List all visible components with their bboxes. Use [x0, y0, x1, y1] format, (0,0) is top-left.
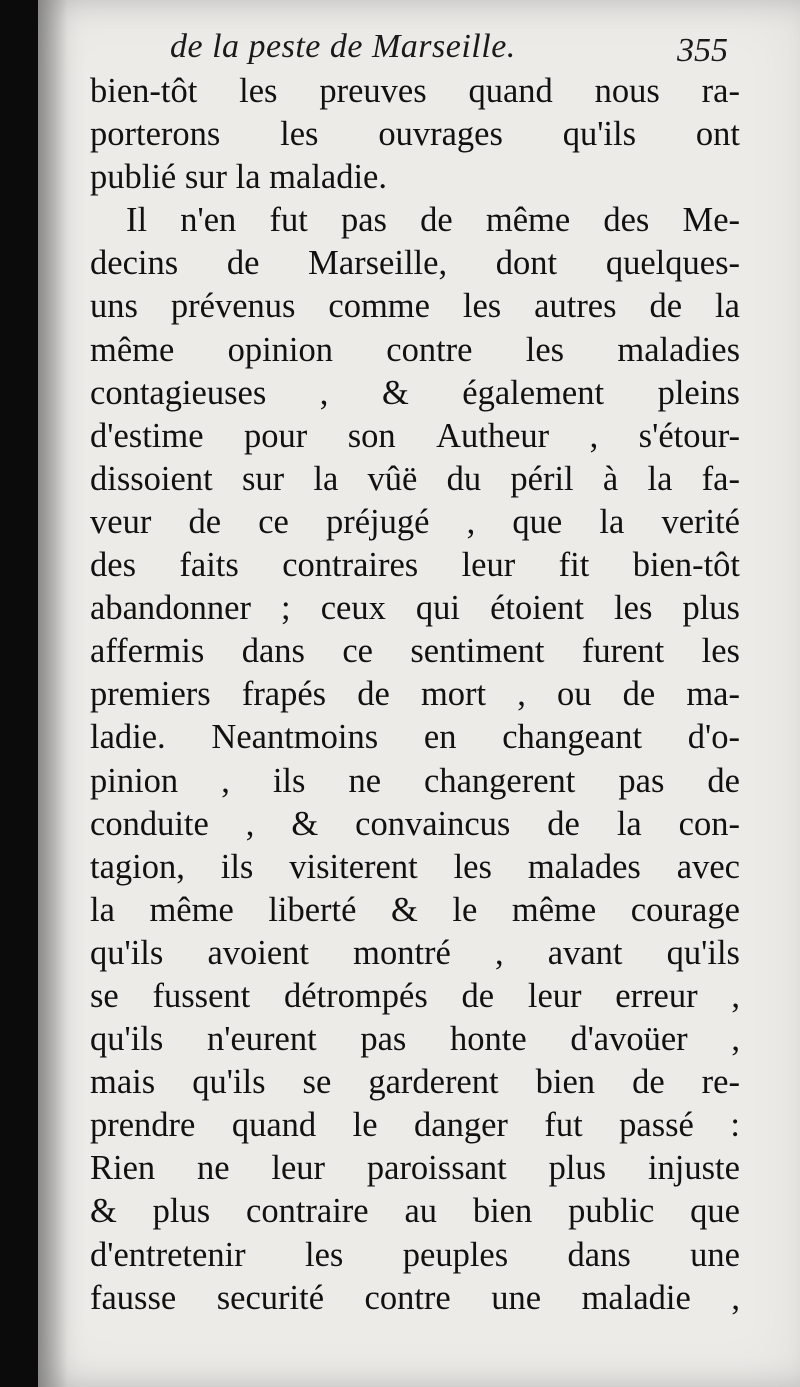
- word: avant: [547, 933, 623, 972]
- word: de: [547, 804, 580, 843]
- word: bien-tôt: [632, 546, 740, 585]
- word: même: [511, 890, 597, 929]
- word: des: [603, 201, 650, 240]
- word: les: [525, 330, 565, 369]
- word: contagieuses: [90, 373, 267, 412]
- word: leur: [271, 1149, 326, 1188]
- text-line: [90, 70, 740, 113]
- word: ,: [589, 416, 599, 455]
- word: pas: [360, 1020, 407, 1059]
- body-text: [90, 70, 740, 1320]
- word: autres: [534, 287, 617, 326]
- word: préjugé: [326, 502, 430, 541]
- word: la: [90, 890, 115, 929]
- word: ,: [319, 373, 329, 412]
- word: dissoient: [90, 459, 213, 498]
- word: une: [690, 1235, 740, 1274]
- word: Marseille,: [308, 244, 448, 283]
- word: quand: [231, 1106, 317, 1145]
- word: de: [420, 201, 453, 240]
- word: fussent: [152, 976, 251, 1015]
- word: ce: [342, 632, 373, 671]
- text-line: publié sur la maladie.: [90, 158, 387, 197]
- word: qui: [415, 589, 460, 628]
- word: maladie: [581, 1278, 691, 1317]
- word: ont: [695, 115, 740, 154]
- word: le: [352, 1106, 378, 1145]
- word: contre: [386, 330, 473, 369]
- word: à: [602, 459, 619, 498]
- word: frapés: [241, 675, 327, 714]
- word: fit: [558, 546, 590, 585]
- word: changeant: [502, 718, 643, 757]
- word: ma-: [686, 675, 740, 714]
- word: montré: [353, 933, 451, 972]
- word: &: [391, 890, 418, 929]
- word: la: [616, 804, 642, 843]
- word: se: [90, 976, 119, 1015]
- word: de: [357, 675, 390, 714]
- word: re-: [701, 1063, 740, 1102]
- word: dont: [495, 244, 558, 283]
- word: ils: [272, 761, 306, 800]
- word: pas: [618, 761, 665, 800]
- word: ce: [258, 502, 289, 541]
- word: détrompés: [284, 976, 428, 1015]
- text-line: [90, 329, 740, 372]
- text-line: [90, 1234, 740, 1277]
- word: fausse: [90, 1278, 177, 1317]
- word: une: [491, 1278, 542, 1317]
- word: son: [347, 416, 396, 455]
- text-line: [90, 932, 740, 975]
- word: visiterent: [289, 847, 418, 886]
- text-line: [90, 372, 740, 415]
- word: d'entretenir: [90, 1235, 246, 1274]
- word: même: [485, 201, 571, 240]
- word: peuples: [402, 1235, 509, 1274]
- word: injuste: [647, 1149, 740, 1188]
- word: ladie.: [90, 718, 166, 757]
- word: tagion,: [90, 847, 185, 886]
- word: les: [614, 589, 653, 628]
- paragraph-start-line: [90, 199, 740, 242]
- word: plus: [548, 1149, 607, 1188]
- text-line: [90, 1018, 740, 1061]
- word: mais: [90, 1063, 156, 1102]
- word: ils: [220, 847, 254, 886]
- running-head: de la peste de Marseille.: [170, 28, 516, 65]
- word: qu'ils: [90, 933, 164, 972]
- text-line: [90, 1147, 740, 1190]
- word: de: [649, 287, 683, 326]
- word: d'o-: [687, 718, 740, 757]
- text-line: [90, 458, 740, 501]
- word: qu'ils: [562, 115, 637, 154]
- word: les: [701, 632, 740, 671]
- word: également: [462, 373, 605, 412]
- word: ,: [731, 976, 740, 1015]
- text-line: [90, 630, 740, 673]
- word: de: [188, 502, 222, 541]
- word: pleins: [657, 373, 740, 412]
- word: ,: [731, 1020, 740, 1059]
- page-number: 355: [677, 32, 728, 69]
- word: ;: [281, 589, 291, 628]
- word: dans: [241, 632, 305, 671]
- word: se: [302, 1063, 332, 1102]
- word: pour: [243, 416, 308, 455]
- word: les: [305, 1235, 344, 1274]
- word: même: [90, 330, 175, 369]
- word: du: [446, 459, 482, 498]
- word: &: [291, 804, 319, 843]
- text-line: [90, 975, 740, 1018]
- word: liberté: [268, 890, 357, 929]
- text-line: [90, 889, 740, 932]
- word: ,: [731, 1278, 740, 1317]
- word: Neantmoins: [211, 718, 379, 757]
- word: bien: [535, 1063, 596, 1102]
- text-line: [90, 716, 740, 759]
- word: ne: [197, 1149, 230, 1188]
- text-line: [90, 544, 740, 587]
- word: ,: [517, 675, 526, 714]
- word: ouvrages: [378, 115, 503, 154]
- word: premiers: [90, 675, 211, 714]
- word: honte: [450, 1020, 527, 1059]
- word: pas: [340, 201, 387, 240]
- word: sentiment: [410, 632, 545, 671]
- word: comme: [328, 287, 430, 326]
- word: ,: [495, 933, 504, 972]
- word: s'étour-: [638, 416, 740, 455]
- word: qu'ils: [666, 933, 740, 972]
- word: des: [90, 546, 136, 585]
- word: leur: [527, 976, 582, 1015]
- word: étoient: [490, 589, 584, 628]
- word: quelques-: [605, 244, 740, 283]
- word: :: [730, 1106, 740, 1145]
- word: de: [632, 1063, 665, 1102]
- text-line: [90, 1104, 740, 1147]
- book-page: [38, 0, 800, 1387]
- text-line: [90, 501, 740, 544]
- text-line: [90, 760, 740, 803]
- text-line: [90, 415, 740, 458]
- word: malades: [527, 847, 641, 886]
- text-line: [90, 587, 740, 630]
- word: maladies: [617, 330, 740, 369]
- word: la: [647, 459, 673, 498]
- word: la: [313, 459, 339, 498]
- word: de: [707, 761, 740, 800]
- word: fut: [269, 201, 308, 240]
- word: dans: [567, 1235, 631, 1274]
- word: prendre: [90, 1106, 196, 1145]
- word: decins: [90, 244, 179, 283]
- word: ou: [556, 675, 592, 714]
- word: vûë: [367, 459, 418, 498]
- word: contre: [364, 1278, 451, 1317]
- word: en: [423, 718, 457, 757]
- spine-shadow: [38, 0, 68, 1387]
- word: contraires: [282, 546, 419, 585]
- word: &: [90, 1192, 117, 1231]
- word: furent: [581, 632, 665, 671]
- word: conduite: [90, 804, 209, 843]
- word: quand: [468, 72, 553, 110]
- text-line: [90, 803, 740, 846]
- word: avoient: [207, 933, 309, 972]
- word: public: [568, 1192, 655, 1231]
- word: ra-: [701, 72, 740, 110]
- word: ,: [245, 804, 255, 843]
- word: danger: [414, 1106, 508, 1145]
- word: opinion: [227, 330, 333, 369]
- word: passé: [619, 1106, 694, 1145]
- word: plus: [682, 589, 740, 628]
- text-line: [90, 1061, 740, 1104]
- word: sur: [241, 459, 285, 498]
- word: Rien: [90, 1149, 156, 1188]
- word: même: [149, 890, 234, 929]
- word: plus: [152, 1192, 211, 1231]
- word: veur: [90, 502, 152, 541]
- word: preuves: [319, 72, 427, 110]
- word: con-: [678, 804, 740, 843]
- word: &: [381, 373, 409, 412]
- word: la: [599, 502, 625, 541]
- text-line: [90, 673, 740, 716]
- word: de: [226, 244, 260, 283]
- word: n'eurent: [206, 1020, 317, 1059]
- text-line: [90, 1190, 740, 1233]
- word: d'estime: [90, 416, 204, 455]
- word: ,: [221, 761, 230, 800]
- word: d'avoüer: [570, 1020, 688, 1059]
- word: les: [280, 115, 319, 154]
- word: fa-: [701, 459, 740, 498]
- word: porterons: [90, 115, 221, 154]
- word: nous: [594, 72, 660, 110]
- word: n'en: [180, 201, 237, 240]
- word: convaincus: [355, 804, 511, 843]
- word: que: [690, 1192, 740, 1231]
- text-line: [90, 1277, 740, 1320]
- word: securité: [216, 1278, 325, 1317]
- word: les: [239, 72, 278, 110]
- word: erreur: [615, 976, 698, 1015]
- word: abandonner: [90, 589, 251, 628]
- word: leur: [461, 546, 516, 585]
- word: mort: [420, 675, 487, 714]
- text-line: [90, 846, 740, 889]
- word: que: [512, 502, 563, 541]
- word: fut: [544, 1106, 583, 1145]
- word: les: [462, 287, 502, 326]
- word: uns: [90, 287, 138, 326]
- word: bien-tôt: [90, 72, 198, 110]
- word: pinion: [90, 761, 179, 800]
- word: ceux: [320, 589, 386, 628]
- word: ,: [466, 502, 476, 541]
- word: qu'ils: [90, 1020, 164, 1059]
- word: Il: [126, 201, 148, 240]
- word: contraire: [246, 1192, 369, 1231]
- word: de: [622, 675, 656, 714]
- word: péril: [510, 459, 574, 498]
- word: affermis: [90, 632, 205, 671]
- word: verité: [661, 502, 740, 541]
- word: qu'ils: [192, 1063, 266, 1102]
- word: garderent: [368, 1063, 499, 1102]
- word: la: [715, 287, 740, 326]
- word: changerent: [424, 761, 576, 800]
- word: le: [452, 890, 478, 929]
- word: ne: [348, 761, 382, 800]
- word: bien: [472, 1192, 533, 1231]
- word: paroissant: [366, 1149, 507, 1188]
- word: prévenus: [170, 287, 296, 326]
- text-line: [90, 285, 740, 328]
- word: courage: [630, 890, 740, 929]
- word: au: [404, 1192, 438, 1231]
- word: de: [461, 976, 495, 1015]
- text-line: [90, 113, 740, 156]
- word: faits: [179, 546, 239, 585]
- word: Autheur: [436, 416, 550, 455]
- word: avec: [676, 847, 740, 886]
- word: Me-: [682, 201, 740, 240]
- word: les: [453, 847, 492, 886]
- text-line: [90, 242, 740, 285]
